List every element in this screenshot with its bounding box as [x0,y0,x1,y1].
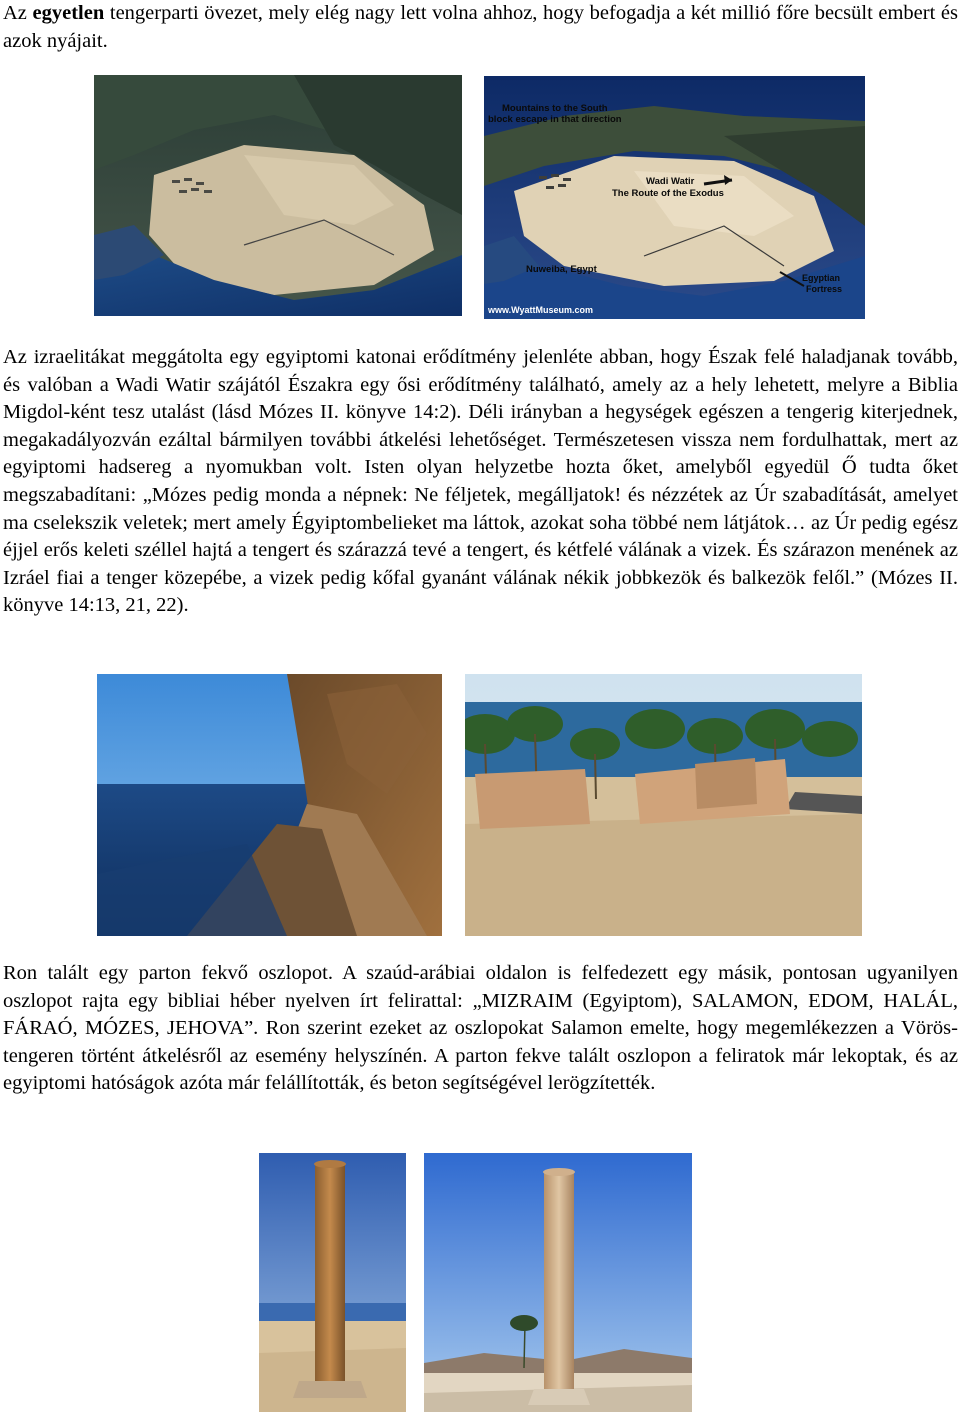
label-mountains-2: block escape in that direction [488,114,622,125]
column-photo-right [424,1153,692,1412]
paragraph-2: Az izraelitákat meggátolta egy egyiptomi katonai erődítmény jelenléte abban, hogy Észak felé haladjanak tovább, és valóban a Wadi Watir szájától Északra egy ősi erődítmény található, amely az a hely lehetett, melyre a Biblia Migdol-ként tesz utalást (lásd Mózes II. könyve 14:2). Déli irányban a hegységek egészen a tengerig kiterjednek, megakadályozván ezáltal bármilyen további átkelési lehetőséget. Természetesen vissza nem fordulhattak, mert az egyiptomi hadsereg a nyomukban volt. Isten olyan helyzetbe hozta őket, amelyből egyedül Ő tudta őket megszabadítani: „Mózes pedig monda a népnek: Ne féljetek, megálljatok! és nézzétek az Úr szabadítását, amelyet ma cselekszik veletek; mert amely Égyiptombelieket ma láttok, azokat soha többé nem látjátok… az Úr pedig egész éjjel erős keleti széllel hajtá a tengert és szárazzá tevé a tengert, és kétfelé válának a vizek. És szárazon menének az Izráel fiai a tenger közepébe, a vizek pedig kőfal gyanánt válának nékik jobbkezök és balkezök felől.” (Mózes II. könyve 14:13, 21, 22). [3,346,958,617]
intro-bold: egyetlen [32,2,105,24]
aerial-photo-right [484,76,865,319]
intro-post: tengerparti övezet, mely elég nagy lett volna ahhoz, hogy befogadja a két millió főre becsült embert és azok nyájait. [3,2,958,52]
label-nuweiba: Nuweiba, Egypt [526,264,597,275]
coastal-road-photo [97,674,442,936]
label-mountains-1: Mountains to the South [502,103,608,114]
intro-pre: Az [3,2,33,24]
paragraph-3: Ron talált egy parton fekvő oszlopot. A szaúd-arábiai oldalon is felfedezett egy másik, pontosan ugyanilyen oszlopot rajta egy bibliai héber nyelven írt felirattal: „MIZRAIM (Egyiptom), SALAMON, EDOM, HALÁL, FÁRAÓ, MÓZES, JEHOVA”. Ron szerint ezeket az oszlopokat Salamon emelte, hogy megemlékezzen a Vörös-tengeren történt átkelésről az esemény helyszínén. A parton fekve talált oszlopon a feliratok már lekoptak, és az egyiptomi hatóságok azóta már felállították, és beton segítségével lerögzítették. [3,962,958,1095]
column-photo-left [259,1153,406,1412]
label-wadi-2: The Route of the Exodus [612,188,724,199]
label-fortress-1: Egyptian [802,273,841,283]
aerial-photo-left [94,75,462,316]
fortress-ruins-photo [465,674,862,936]
watermark-text: www.WyattMuseum.com [488,305,594,315]
intro-paragraph [3,0,958,55]
label-fortress-2: Fortress [806,284,843,294]
label-wadi-1: Wadi Watir [646,176,695,187]
